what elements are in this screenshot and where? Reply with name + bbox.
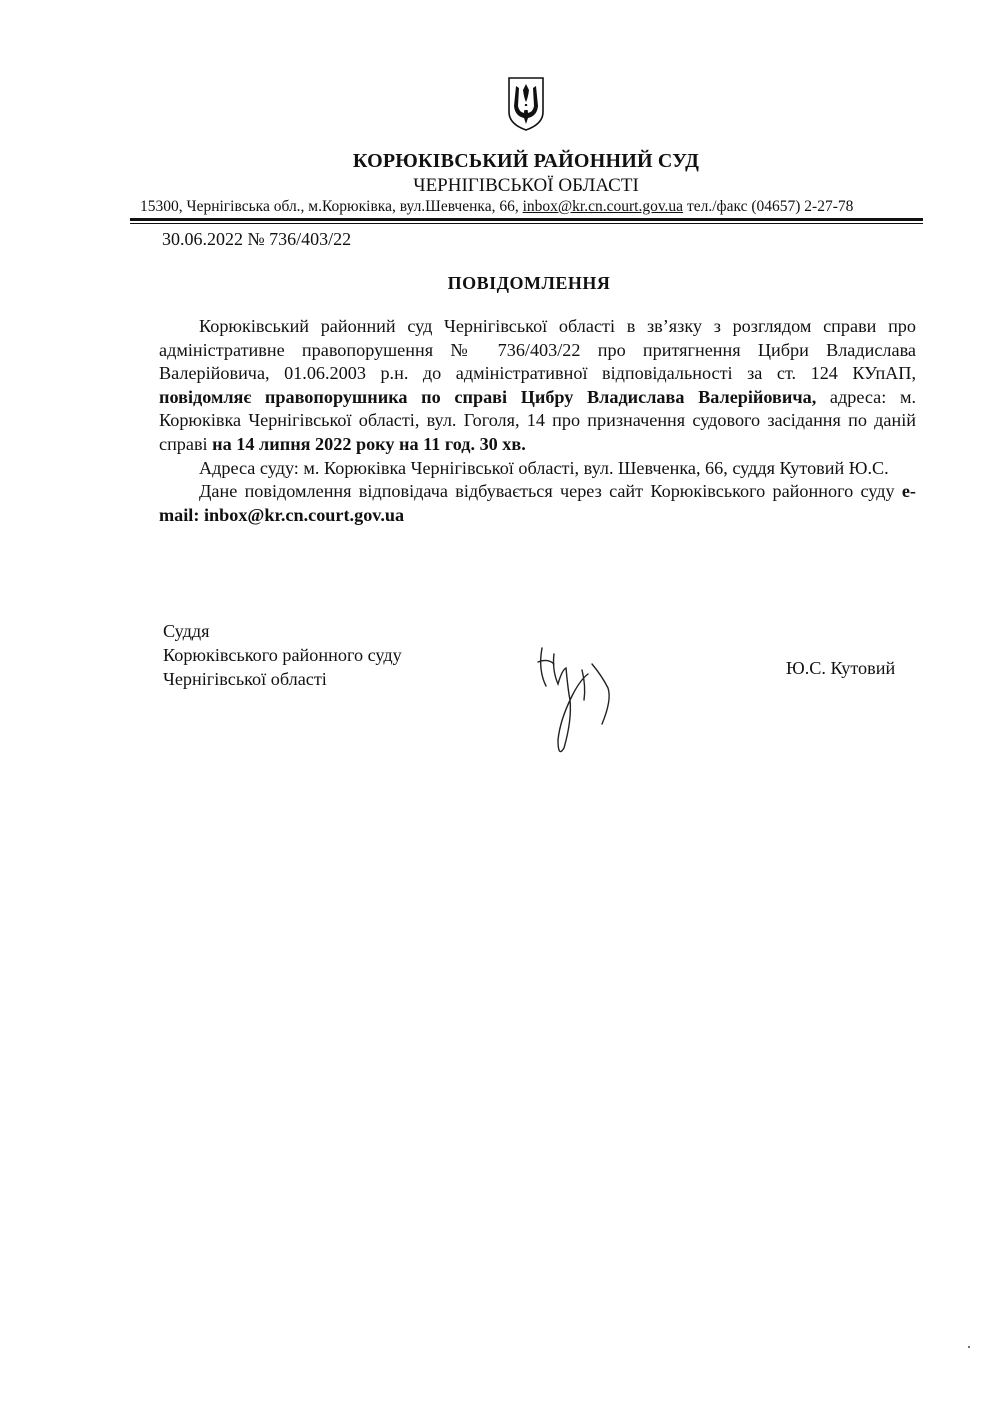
notice-email: e-mail: inbox@kr.cn.court.gov.ua <box>159 481 916 525</box>
paragraph-notice: Корюківський районний суд Чернігівської області в зв’язку з розглядом справи про адміністративне правопорушення № 736/403/22 про притягнення Цибри Владислава Валерійовича, 01.06.2003 р.н. до адміністративної відповідальності за ст. 124 КУпАП, повідомляє правопорушника по справі Цибру Владислава Валерійовича, адреса: м. Корюківка Чернігівської області, вул. Гоголя, 14 про призначення судового засідання по даній справі на 14 липня 2022 року на 11 год. 30 хв. <box>159 316 917 454</box>
header-rule-thick <box>130 218 923 221</box>
signer-name: Ю.С. Кутовий <box>786 658 896 678</box>
court-region: ЧЕРНІГІВСЬКОЇ ОБЛАСТІ <box>413 175 639 196</box>
phone-text: тел./факс (04657) 2-27-78 <box>683 198 854 215</box>
trident-emblem-icon <box>506 76 546 132</box>
signer-position: Суддя <box>163 621 210 641</box>
signer-court: Корюківського районного суду <box>163 645 402 665</box>
paragraph-court-address: Адреса суду: м. Корюківка Чернігівської області, вул. Шевченка, 66, суддя Кутовий Ю.С. <box>199 457 889 478</box>
scan-speck <box>968 1346 970 1348</box>
notice-bold-text: повідомляє правопорушника по справі Цибру Владислава Валерійовича, <box>159 386 817 407</box>
address-text: 15300, Чернігівська обл., м.Корюківка, вул.Шевченка, 66, <box>140 198 523 215</box>
court-address-line <box>140 198 930 216</box>
handwritten-signature <box>528 640 628 760</box>
document-title: ПОВІДОМЛЕННЯ <box>447 273 611 293</box>
signer-region: Чернігівської області <box>163 669 327 689</box>
document-reference: 30.06.2022 № 736/403/22 <box>162 229 352 249</box>
signature-block <box>163 619 402 691</box>
hearing-date: на 14 липня 2022 року на 11 год. 30 хв. <box>212 433 526 454</box>
document-body <box>159 315 916 527</box>
header-rule-thin <box>130 223 923 224</box>
paragraph-website-notice: Дане повідомлення відповідача відбувається через сайт Корюківського районного суду e-mail: inbox@kr.cn.court.gov.ua <box>159 481 916 525</box>
court-email-link[interactable]: inbox@kr.cn.court.gov.ua <box>522 198 684 215</box>
court-name: КОРЮКІВСЬКИЙ РАЙОННИЙ СУД <box>352 150 700 172</box>
